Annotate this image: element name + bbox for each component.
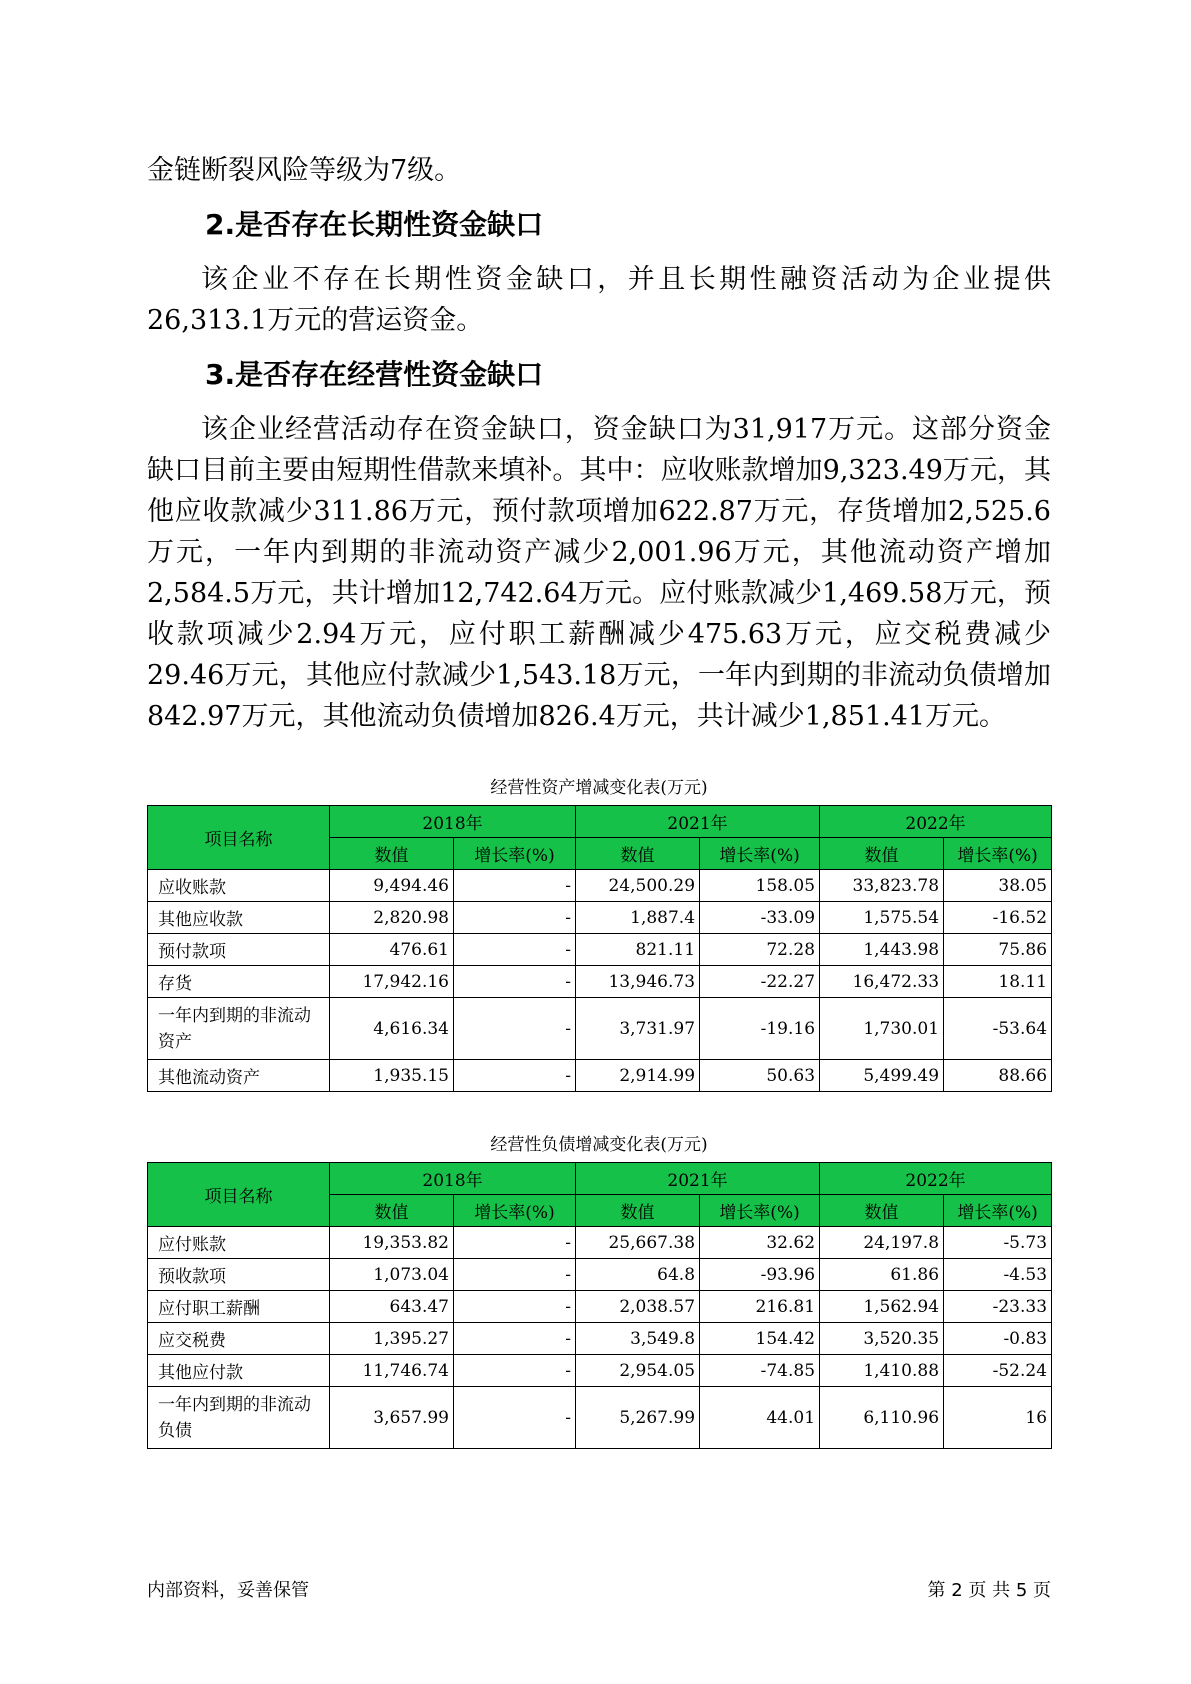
rate-cell-2021: 50.63	[700, 1060, 820, 1092]
value-cell-2018: 19,353.82	[330, 1227, 454, 1259]
table2-sub-rate: 增长率(%)	[700, 1195, 820, 1227]
table1-sub-value: 数值	[820, 838, 944, 870]
rate-cell-2018: -	[454, 1323, 576, 1355]
table-row	[148, 1323, 1052, 1355]
rate-cell-2021: -93.96	[700, 1259, 820, 1291]
operating-assets-table	[147, 805, 1052, 1092]
value-cell-2021: 13,946.73	[576, 966, 700, 998]
table2-sub-rate: 增长率(%)	[454, 1195, 576, 1227]
row-item-name: 预付款项	[148, 934, 330, 966]
rate-cell-2022: -0.83	[944, 1323, 1052, 1355]
rate-cell-2022: -52.24	[944, 1355, 1052, 1387]
value-cell-2018: 1,073.04	[330, 1259, 454, 1291]
table1-year-2018: 2018年	[330, 806, 576, 838]
value-cell-2021: 5,267.99	[576, 1387, 700, 1449]
row-item-name: 其他应付款	[148, 1355, 330, 1387]
rate-cell-2018: -	[454, 1227, 576, 1259]
value-cell-2018: 4,616.34	[330, 998, 454, 1060]
table2-name-header: 项目名称	[148, 1163, 330, 1227]
table1-year-2022: 2022年	[820, 806, 1052, 838]
table-row	[148, 1387, 1052, 1449]
value-cell-2022: 33,823.78	[820, 870, 944, 902]
value-cell-2021: 821.11	[576, 934, 700, 966]
rate-cell-2021: 154.42	[700, 1323, 820, 1355]
value-cell-2022: 1,443.98	[820, 934, 944, 966]
table1-name-header: 项目名称	[148, 806, 330, 870]
table-row	[148, 902, 1052, 934]
rate-cell-2021: 32.62	[700, 1227, 820, 1259]
table-row	[148, 1227, 1052, 1259]
table1-sub-value: 数值	[330, 838, 454, 870]
row-item-name: 应付账款	[148, 1227, 330, 1259]
value-cell-2021: 2,038.57	[576, 1291, 700, 1323]
rate-cell-2021: 158.05	[700, 870, 820, 902]
row-item-name: 其他流动资产	[148, 1060, 330, 1092]
value-cell-2022: 6,110.96	[820, 1387, 944, 1449]
rate-cell-2022: 16	[944, 1387, 1052, 1449]
value-cell-2021: 3,549.8	[576, 1323, 700, 1355]
row-item-name: 预收款项	[148, 1259, 330, 1291]
value-cell-2021: 2,914.99	[576, 1060, 700, 1092]
rate-cell-2022: -16.52	[944, 902, 1052, 934]
rate-cell-2022: -53.64	[944, 998, 1052, 1060]
row-item-name: 其他应收款	[148, 902, 330, 934]
rate-cell-2021: 216.81	[700, 1291, 820, 1323]
value-cell-2018: 1,935.15	[330, 1060, 454, 1092]
table1-year-2021: 2021年	[576, 806, 820, 838]
value-cell-2022: 1,410.88	[820, 1355, 944, 1387]
table2-year-2018: 2018年	[330, 1163, 576, 1195]
value-cell-2018: 476.61	[330, 934, 454, 966]
value-cell-2018: 9,494.46	[330, 870, 454, 902]
value-cell-2021: 64.8	[576, 1259, 700, 1291]
footer-confidential-note: 内部资料，妥善保管	[147, 1580, 309, 1601]
row-item-name: 应交税费	[148, 1323, 330, 1355]
value-cell-2022: 61.86	[820, 1259, 944, 1291]
table-row	[148, 1291, 1052, 1323]
value-cell-2018: 3,657.99	[330, 1387, 454, 1449]
table1-sub-rate: 增长率(%)	[454, 838, 576, 870]
rate-cell-2022: 88.66	[944, 1060, 1052, 1092]
rate-cell-2021: -22.27	[700, 966, 820, 998]
table-row	[148, 870, 1052, 902]
paragraph-long-term-gap: 该企业不存在长期性资金缺口，并且长期性融资活动为企业提供26,313.1万元的营运资金。	[147, 264, 1051, 336]
rate-cell-2021: -33.09	[700, 902, 820, 934]
table-row	[148, 966, 1052, 998]
rate-cell-2022: 38.05	[944, 870, 1052, 902]
table1-caption: 经营性资产增减变化表(万元)	[490, 778, 708, 798]
value-cell-2022: 1,575.54	[820, 902, 944, 934]
table2-year-2022: 2022年	[820, 1163, 1052, 1195]
document-body	[147, 150, 1051, 1449]
rate-cell-2018: -	[454, 934, 576, 966]
paragraph-operating-gap: 该企业经营活动存在资金缺口，资金缺口为31,917万元。这部分资金缺口目前主要由短期性借款来填补。其中：应收账款增加9,323.49万元，其他应收款减少311.86万元，预付款项增加622.87万元，存货增加2,525.6万元，一年内到期的非流动资产减少2,001.96万元，其他流动资产增加2,584.5万元，共计增加12,742.64万元。应付账款减少1,469.58万元，预收款项减少2.94万元，应付职工薪酬减少475.63万元，应交税费减少29.46万元，其他应付款减少1,543.18万元，一年内到期的非流动负债增加842.97万元，其他流动负债增加826.4万元，共计减少1,851.41万元。	[147, 414, 1051, 732]
rate-cell-2022: -4.53	[944, 1259, 1052, 1291]
rate-cell-2018: -	[454, 1291, 576, 1323]
heading-operating-gap: 3.是否存在经营性资金缺口	[205, 358, 544, 391]
rate-cell-2022: 18.11	[944, 966, 1052, 998]
operating-liabilities-table	[147, 1162, 1052, 1449]
paragraph-risk-level: 金链断裂风险等级为7级。	[147, 155, 462, 186]
footer-page-number: 第 2 页 共 5 页	[927, 1580, 1051, 1601]
rate-cell-2018: -	[454, 870, 576, 902]
rate-cell-2018: -	[454, 1387, 576, 1449]
value-cell-2021: 25,667.38	[576, 1227, 700, 1259]
table2-sub-value: 数值	[820, 1195, 944, 1227]
value-cell-2022: 1,562.94	[820, 1291, 944, 1323]
rate-cell-2022: 75.86	[944, 934, 1052, 966]
table2-sub-value: 数值	[330, 1195, 454, 1227]
value-cell-2018: 17,942.16	[330, 966, 454, 998]
table1-sub-rate: 增长率(%)	[944, 838, 1052, 870]
table-row	[148, 934, 1052, 966]
rate-cell-2021: -19.16	[700, 998, 820, 1060]
row-item-name: 一年内到期的非流动资产	[148, 998, 330, 1060]
table1-sub-rate: 增长率(%)	[700, 838, 820, 870]
row-item-name: 应付职工薪酬	[148, 1291, 330, 1323]
value-cell-2022: 16,472.33	[820, 966, 944, 998]
table2-year-2021: 2021年	[576, 1163, 820, 1195]
value-cell-2018: 11,746.74	[330, 1355, 454, 1387]
value-cell-2018: 2,820.98	[330, 902, 454, 934]
rate-cell-2021: -74.85	[700, 1355, 820, 1387]
rate-cell-2021: 44.01	[700, 1387, 820, 1449]
value-cell-2021: 1,887.4	[576, 902, 700, 934]
row-item-name: 存货	[148, 966, 330, 998]
heading-long-term-gap: 2.是否存在长期性资金缺口	[205, 208, 544, 241]
rate-cell-2022: -23.33	[944, 1291, 1052, 1323]
table-row	[148, 1060, 1052, 1092]
table2-caption: 经营性负债增减变化表(万元)	[490, 1135, 708, 1155]
rate-cell-2022: -5.73	[944, 1227, 1052, 1259]
value-cell-2022: 5,499.49	[820, 1060, 944, 1092]
table2-sub-rate: 增长率(%)	[944, 1195, 1052, 1227]
rate-cell-2018: -	[454, 1259, 576, 1291]
value-cell-2022: 1,730.01	[820, 998, 944, 1060]
rate-cell-2018: -	[454, 1355, 576, 1387]
value-cell-2021: 3,731.97	[576, 998, 700, 1060]
value-cell-2022: 3,520.35	[820, 1323, 944, 1355]
value-cell-2021: 24,500.29	[576, 870, 700, 902]
table1-sub-value: 数值	[576, 838, 700, 870]
value-cell-2018: 643.47	[330, 1291, 454, 1323]
value-cell-2018: 1,395.27	[330, 1323, 454, 1355]
rate-cell-2018: -	[454, 1060, 576, 1092]
table-row	[148, 1259, 1052, 1291]
row-item-name: 应收账款	[148, 870, 330, 902]
rate-cell-2021: 72.28	[700, 934, 820, 966]
rate-cell-2018: -	[454, 998, 576, 1060]
table-row	[148, 1355, 1052, 1387]
table-row	[148, 998, 1052, 1060]
value-cell-2022: 24,197.8	[820, 1227, 944, 1259]
value-cell-2021: 2,954.05	[576, 1355, 700, 1387]
rate-cell-2018: -	[454, 966, 576, 998]
row-item-name: 一年内到期的非流动负债	[148, 1387, 330, 1449]
table2-sub-value: 数值	[576, 1195, 700, 1227]
rate-cell-2018: -	[454, 902, 576, 934]
